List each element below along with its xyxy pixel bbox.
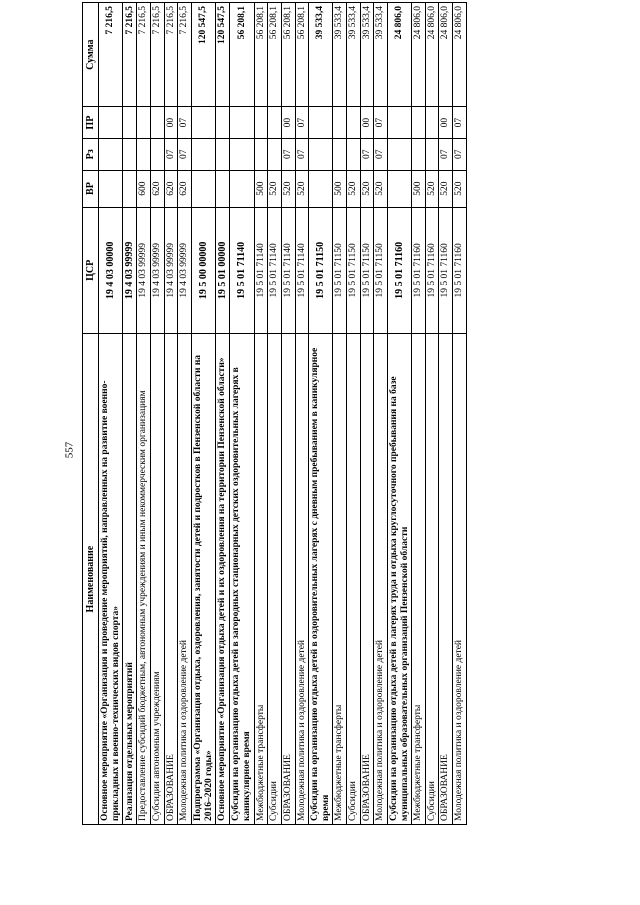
table-body <box>99 3 467 825</box>
cell-vr <box>309 170 333 207</box>
cell-rz: 07 <box>295 138 309 170</box>
cell-csr: 19 4 03 99999 <box>164 207 178 334</box>
budget-table <box>82 2 467 825</box>
cell-sum: 39 533,4 <box>309 3 333 107</box>
cell-csr: 19 5 00 00000 <box>191 207 215 334</box>
table-row <box>191 3 215 825</box>
cell-rz <box>268 138 282 170</box>
table-row <box>374 3 388 825</box>
cell-csr: 19 5 01 71140 <box>281 207 295 334</box>
cell-pr <box>268 107 282 139</box>
cell-csr: 19 5 01 71140 <box>268 207 282 334</box>
header-csr: ЦСР <box>83 207 99 334</box>
cell-sum: 56 208,1 <box>254 3 268 107</box>
table-row <box>360 3 374 825</box>
cell-pr <box>309 107 333 139</box>
cell-vr <box>123 170 137 207</box>
cell-rz <box>99 138 123 170</box>
table-row <box>123 3 137 825</box>
cell-sum: 7 216,5 <box>151 3 165 107</box>
cell-name: Межбюджетные трансферты <box>254 334 268 825</box>
cell-rz <box>309 138 333 170</box>
cell-vr: 520 <box>360 170 374 207</box>
cell-sum: 120 547,5 <box>216 3 230 107</box>
cell-name: Реализация отдельных мероприятий <box>123 334 137 825</box>
cell-vr: 520 <box>281 170 295 207</box>
cell-csr: 19 5 01 71160 <box>425 207 439 334</box>
cell-name: Субсидии автономным учреждениям <box>151 334 165 825</box>
cell-rz: 07 <box>360 138 374 170</box>
cell-name: Межбюджетные трансферты <box>412 334 426 825</box>
cell-pr <box>123 107 137 139</box>
header-sum: Сумма <box>83 3 99 107</box>
cell-pr <box>425 107 439 139</box>
cell-sum: 24 806,0 <box>453 3 467 107</box>
cell-vr: 520 <box>439 170 453 207</box>
cell-pr: 07 <box>295 107 309 139</box>
cell-pr <box>254 107 268 139</box>
cell-pr <box>347 107 361 139</box>
cell-name: Молодежная политика и оздоровление детей <box>178 334 192 825</box>
header-vr: ВР <box>83 170 99 207</box>
cell-vr: 620 <box>178 170 192 207</box>
cell-sum: 24 806,0 <box>387 3 411 107</box>
cell-sum: 24 806,0 <box>425 3 439 107</box>
cell-rz: 07 <box>439 138 453 170</box>
cell-sum: 39 533,4 <box>333 3 347 107</box>
table-row <box>99 3 123 825</box>
cell-vr: 620 <box>151 170 165 207</box>
cell-csr: 19 5 01 71140 <box>254 207 268 334</box>
table-row <box>387 3 411 825</box>
cell-name: Подпрограмма «Организация отдыха, оздоровления, занятости детей и подростков в Пензенской области на 2016–2020 годы» <box>191 334 215 825</box>
cell-csr: 19 5 01 71140 <box>295 207 309 334</box>
cell-rz <box>230 138 254 170</box>
cell-sum: 120 547,5 <box>191 3 215 107</box>
cell-vr: 500 <box>412 170 426 207</box>
cell-csr: 19 4 03 99999 <box>178 207 192 334</box>
table-row <box>281 3 295 825</box>
cell-sum: 7 216,5 <box>123 3 137 107</box>
cell-vr: 500 <box>254 170 268 207</box>
cell-pr: 00 <box>281 107 295 139</box>
cell-name: Молодежная политика и оздоровление детей <box>374 334 388 825</box>
cell-sum: 24 806,0 <box>439 3 453 107</box>
cell-vr: 500 <box>333 170 347 207</box>
cell-csr: 19 5 01 71150 <box>309 207 333 334</box>
cell-pr <box>333 107 347 139</box>
table-header <box>83 3 99 825</box>
cell-sum: 39 533,4 <box>374 3 388 107</box>
cell-name: ОБРАЗОВАНИЕ <box>164 334 178 825</box>
cell-name: Межбюджетные трансферты <box>333 334 347 825</box>
cell-rz <box>412 138 426 170</box>
cell-name: Молодежная политика и оздоровление детей <box>453 334 467 825</box>
cell-rz: 07 <box>164 138 178 170</box>
cell-vr <box>230 170 254 207</box>
cell-csr: 19 5 01 71150 <box>333 207 347 334</box>
cell-rz: 07 <box>178 138 192 170</box>
table-row <box>412 3 426 825</box>
cell-vr <box>387 170 411 207</box>
cell-csr: 19 4 03 99999 <box>137 207 151 334</box>
table-row <box>254 3 268 825</box>
cell-csr: 19 5 01 71160 <box>387 207 411 334</box>
cell-rz: 07 <box>281 138 295 170</box>
cell-rz <box>347 138 361 170</box>
table-row <box>216 3 230 825</box>
table-row <box>453 3 467 825</box>
rotated-page-content <box>82 0 559 865</box>
cell-csr: 19 5 01 71160 <box>439 207 453 334</box>
cell-sum: 24 806,0 <box>412 3 426 107</box>
cell-name: Основное мероприятие «Организация отдыха детей и их оздоровления на территории Пензенской области» <box>216 334 230 825</box>
table-row <box>151 3 165 825</box>
cell-rz <box>123 138 137 170</box>
header-row <box>83 3 99 825</box>
cell-pr: 00 <box>360 107 374 139</box>
table-row <box>164 3 178 825</box>
cell-csr: 19 5 01 71160 <box>453 207 467 334</box>
table-row <box>295 3 309 825</box>
cell-pr <box>191 107 215 139</box>
header-rz: Рз <box>83 138 99 170</box>
cell-csr: 19 5 01 71150 <box>347 207 361 334</box>
table-row <box>347 3 361 825</box>
cell-vr: 600 <box>137 170 151 207</box>
cell-pr <box>387 107 411 139</box>
cell-rz: 07 <box>453 138 467 170</box>
cell-sum: 39 533,4 <box>360 3 374 107</box>
cell-vr <box>216 170 230 207</box>
cell-vr <box>99 170 123 207</box>
cell-name: ОБРАЗОВАНИЕ <box>439 334 453 825</box>
cell-vr: 520 <box>374 170 388 207</box>
cell-rz: 07 <box>374 138 388 170</box>
table-row <box>333 3 347 825</box>
cell-pr: 07 <box>453 107 467 139</box>
header-pr: ПР <box>83 107 99 139</box>
cell-pr: 00 <box>164 107 178 139</box>
page-number-text: 557 <box>63 441 75 459</box>
cell-pr: 07 <box>374 107 388 139</box>
cell-csr: 19 5 01 71140 <box>230 207 254 334</box>
cell-csr: 19 5 01 71150 <box>374 207 388 334</box>
cell-pr <box>216 107 230 139</box>
cell-sum: 7 216,5 <box>178 3 192 107</box>
cell-sum: 39 533,4 <box>347 3 361 107</box>
table-row <box>425 3 439 825</box>
cell-csr: 19 5 01 71160 <box>412 207 426 334</box>
cell-pr: 07 <box>178 107 192 139</box>
cell-pr <box>412 107 426 139</box>
cell-vr: 520 <box>347 170 361 207</box>
cell-rz <box>387 138 411 170</box>
cell-sum: 56 208,1 <box>268 3 282 107</box>
cell-rz <box>191 138 215 170</box>
cell-name: Субсидии <box>268 334 282 825</box>
cell-csr: 19 4 03 99999 <box>151 207 165 334</box>
cell-pr <box>137 107 151 139</box>
cell-name: Молодежная политика и оздоровление детей <box>295 334 309 825</box>
cell-name: Субсидии на организацию отдыха детей в загородных стационарных детских оздоровительных лагерях в каникулярное время <box>230 334 254 825</box>
cell-name: ОБРАЗОВАНИЕ <box>281 334 295 825</box>
cell-pr: 00 <box>439 107 453 139</box>
cell-rz <box>151 138 165 170</box>
cell-csr: 19 4 03 99999 <box>123 207 137 334</box>
cell-sum: 56 208,1 <box>230 3 254 107</box>
cell-csr: 19 4 03 00000 <box>99 207 123 334</box>
header-name: Наименование <box>83 334 99 825</box>
cell-rz <box>425 138 439 170</box>
table-row <box>309 3 333 825</box>
cell-vr: 520 <box>295 170 309 207</box>
cell-pr <box>99 107 123 139</box>
cell-sum: 7 216,5 <box>137 3 151 107</box>
cell-name: Предоставление субсидий бюджетным, автономным учреждениям и иным некоммерческим организациям <box>137 334 151 825</box>
cell-name: Субсидии <box>347 334 361 825</box>
cell-pr <box>151 107 165 139</box>
cell-name: Субсидии <box>425 334 439 825</box>
cell-sum: 7 216,5 <box>164 3 178 107</box>
cell-sum: 7 216,5 <box>99 3 123 107</box>
cell-vr: 620 <box>164 170 178 207</box>
cell-vr <box>191 170 215 207</box>
cell-name: Субсидии на организацию отдыха детей в оздоровительных лагерях с дневным пребыванием в каникулярное время <box>309 334 333 825</box>
cell-vr: 520 <box>453 170 467 207</box>
cell-csr: 19 5 01 71150 <box>360 207 374 334</box>
cell-sum: 56 208,1 <box>295 3 309 107</box>
table-row <box>137 3 151 825</box>
cell-rz <box>216 138 230 170</box>
cell-name: Основное мероприятие «Организация и проведение мероприятий, направленных на развитие военно-прикладных и военно-технических видов спорта» <box>99 334 123 825</box>
cell-vr: 520 <box>425 170 439 207</box>
cell-csr: 19 5 01 00000 <box>216 207 230 334</box>
cell-pr <box>230 107 254 139</box>
table-row <box>230 3 254 825</box>
cell-name: ОБРАЗОВАНИЕ <box>360 334 374 825</box>
cell-rz <box>137 138 151 170</box>
table-row <box>178 3 192 825</box>
cell-rz <box>254 138 268 170</box>
page-number <box>54 430 84 470</box>
cell-name: Субсидии на организацию отдыха детей в лагерях труда и отдыха круглосуточного пребывания на базе муниципальных образовательных организаций Пензенской области <box>387 334 411 825</box>
table-row <box>439 3 453 825</box>
cell-rz <box>333 138 347 170</box>
table-row <box>268 3 282 825</box>
cell-sum: 56 208,1 <box>281 3 295 107</box>
cell-vr: 520 <box>268 170 282 207</box>
